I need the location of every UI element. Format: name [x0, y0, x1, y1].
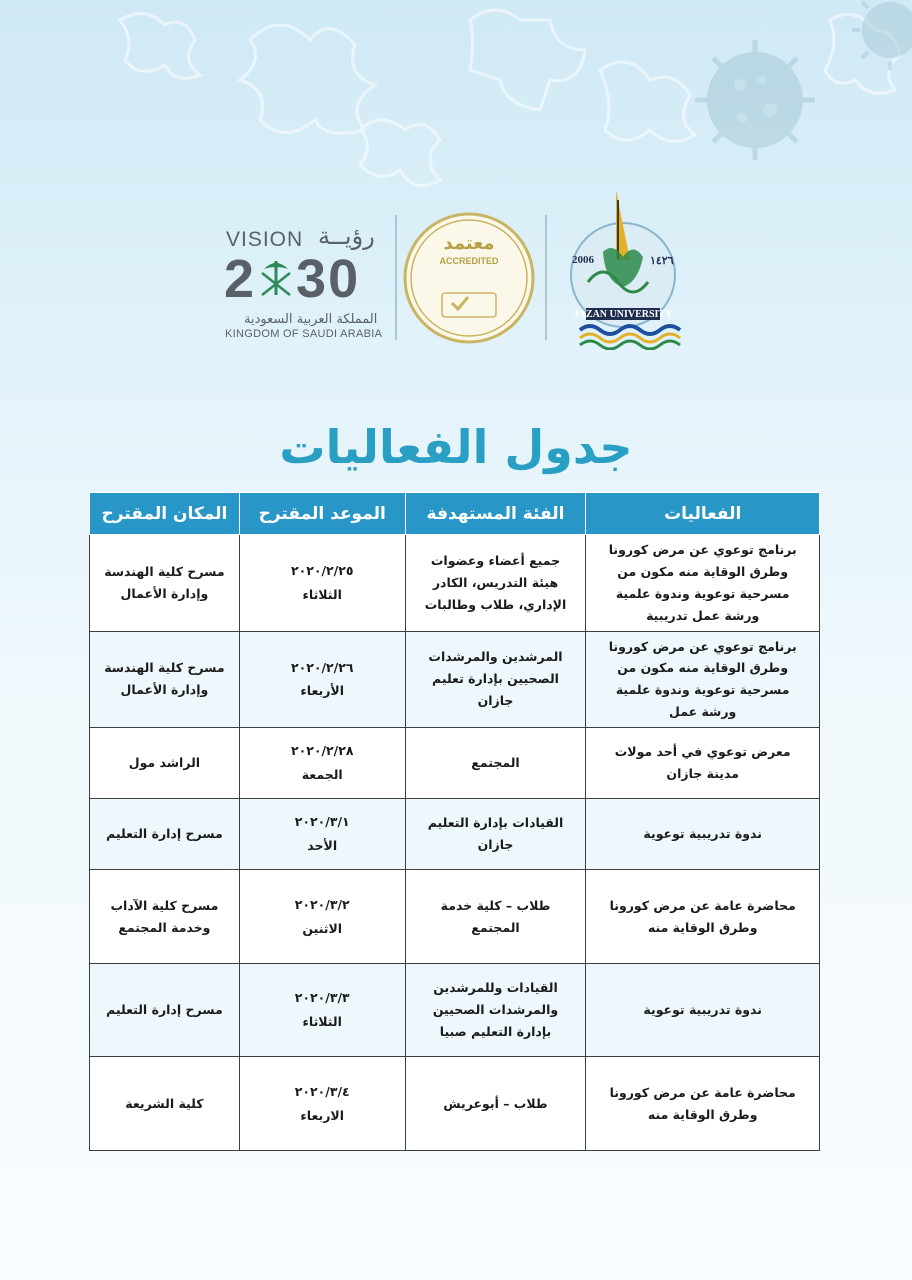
- date-cell: [239, 799, 405, 870]
- day-value: الأحد: [307, 838, 338, 853]
- event-cell: برنامج توعوي عن مرض كورونا وطرق الوقاية منه مكون من مسرحية توعوية وندوة علمية ورشة عمل: [586, 631, 820, 728]
- place-cell: مسرح إدارة التعليم: [90, 964, 240, 1057]
- accredited-arabic: معتمد: [443, 233, 495, 254]
- date-cell: [239, 535, 405, 632]
- vision-year: [224, 248, 360, 310]
- table-row: [90, 964, 820, 1057]
- date-value: ٢٠٢٠/٢/٢٥: [290, 563, 354, 578]
- date-value: ٢٠٢٠/٣/٢: [294, 896, 350, 912]
- event-cell: محاضرة عامة عن مرض كورونا وطرق الوقاية منه: [586, 1057, 820, 1151]
- day-value: الاثنين: [302, 920, 343, 936]
- date-value: ٢٠٢٠/٢/٢٨: [290, 743, 354, 759]
- page-title: جدول الفعاليات: [279, 420, 633, 474]
- day-value: الثلاثاء: [302, 1014, 342, 1029]
- audience-cell: طلاب – كلية خدمة المجتمع: [405, 870, 586, 964]
- place-cell: الراشد مول: [90, 728, 240, 799]
- vision-word: VISION: [226, 228, 304, 251]
- day-value: الأربعاء: [300, 683, 345, 699]
- table-row: [90, 535, 820, 632]
- audience-cell: جميع أعضاء وعضوات هيئة التدريس، الكادر الإداري، طلاب وطالبات: [405, 535, 586, 632]
- audience-cell: المجتمع: [405, 728, 586, 799]
- place-cell: كلية الشريعة: [90, 1057, 240, 1151]
- date-cell: [239, 1057, 405, 1151]
- table-row: [90, 728, 820, 799]
- audience-cell: القيادات وللمرشدين والمرشدات الصحيين بإدارة التعليم صبيا: [405, 964, 586, 1057]
- place-cell: مسرح كلية الآداب وخدمة المجتمع: [90, 870, 240, 964]
- vision-2030-logo: [222, 222, 392, 342]
- event-cell: برنامج توعوي عن مرض كورونا وطرق الوقاية منه مكون من مسرحية توعوية وندوة علمية ورشة عمل تدريبية: [586, 535, 820, 632]
- vision-year-a: 2: [224, 249, 257, 309]
- jazan-year-hijri: ١٤٢٦: [650, 255, 674, 267]
- place-cell: مسرح كلية الهندسة وإدارة الأعمال: [90, 535, 240, 632]
- logo-divider: [395, 215, 397, 340]
- place-cell: مسرح إدارة التعليم: [90, 799, 240, 870]
- date-value: ٢٠٢٠/٣/٣: [294, 990, 350, 1006]
- date-value: ٢٠٢٠/٢/٢٦: [290, 659, 354, 675]
- vision-year-b: 30: [296, 249, 361, 309]
- jazan-emblem-icon: [558, 190, 688, 350]
- place-cell: مسرح كلية الهندسة وإدارة الأعمال: [90, 631, 240, 728]
- header-place: المكان المقترح: [90, 493, 240, 535]
- date-cell: [239, 870, 405, 964]
- accredited-seal: [402, 211, 536, 345]
- logo-divider: [545, 215, 547, 340]
- day-value: الجمعة: [301, 767, 343, 782]
- accredited-english: ACCREDITED: [439, 256, 499, 266]
- jazan-university-name: JAZAN UNIVERSITY: [573, 309, 673, 320]
- header-logos: [0, 0, 912, 400]
- audience-cell: المرشدين والمرشدات الصحيين بإدارة تعليم جازان: [405, 631, 586, 728]
- date-value: ٢٠٢٠/٣/١: [294, 814, 350, 830]
- date-cell: [239, 631, 405, 728]
- table-row: [90, 870, 820, 964]
- jazan-university-logo: [558, 190, 688, 350]
- audience-cell: طلاب – أبوعريش: [405, 1057, 586, 1151]
- date-cell: [239, 964, 405, 1057]
- header-events: الفعاليات: [586, 493, 820, 535]
- kingdom-arabic: المملكة العربية السعودية: [244, 312, 378, 327]
- table-row: [90, 1057, 820, 1151]
- vision-arabic: رؤيــة: [318, 222, 375, 250]
- saudi-emblem-icon: [256, 255, 296, 301]
- event-cell: ندوة تدريبية توعوية: [586, 799, 820, 870]
- seal-ring-icon: [402, 211, 536, 345]
- header-date: الموعد المقترح: [239, 493, 405, 535]
- day-value: الثلاثاء: [302, 586, 342, 602]
- table-row: [90, 799, 820, 870]
- event-cell: معرض توعوي في أحد مولات مدينة جازان: [586, 728, 820, 799]
- audience-cell: القيادات بإدارة التعليم جازان: [405, 799, 586, 870]
- kingdom-english: KINGDOM OF SAUDI ARABIA: [225, 328, 383, 340]
- header-audience: الفئة المستهدفة: [405, 493, 586, 535]
- date-cell: [239, 728, 405, 799]
- jazan-year-gregorian: 2006: [572, 254, 594, 266]
- table-header-row: [90, 493, 820, 535]
- day-value: الاربعاء: [300, 1107, 345, 1123]
- events-table: [89, 492, 820, 1151]
- event-cell: ندوة تدريبية توعوية: [586, 964, 820, 1057]
- table-row: [90, 631, 820, 728]
- event-cell: محاضرة عامة عن مرض كورونا وطرق الوقاية منه: [586, 870, 820, 964]
- date-value: ٢٠٢٠/٣/٤: [294, 1083, 350, 1099]
